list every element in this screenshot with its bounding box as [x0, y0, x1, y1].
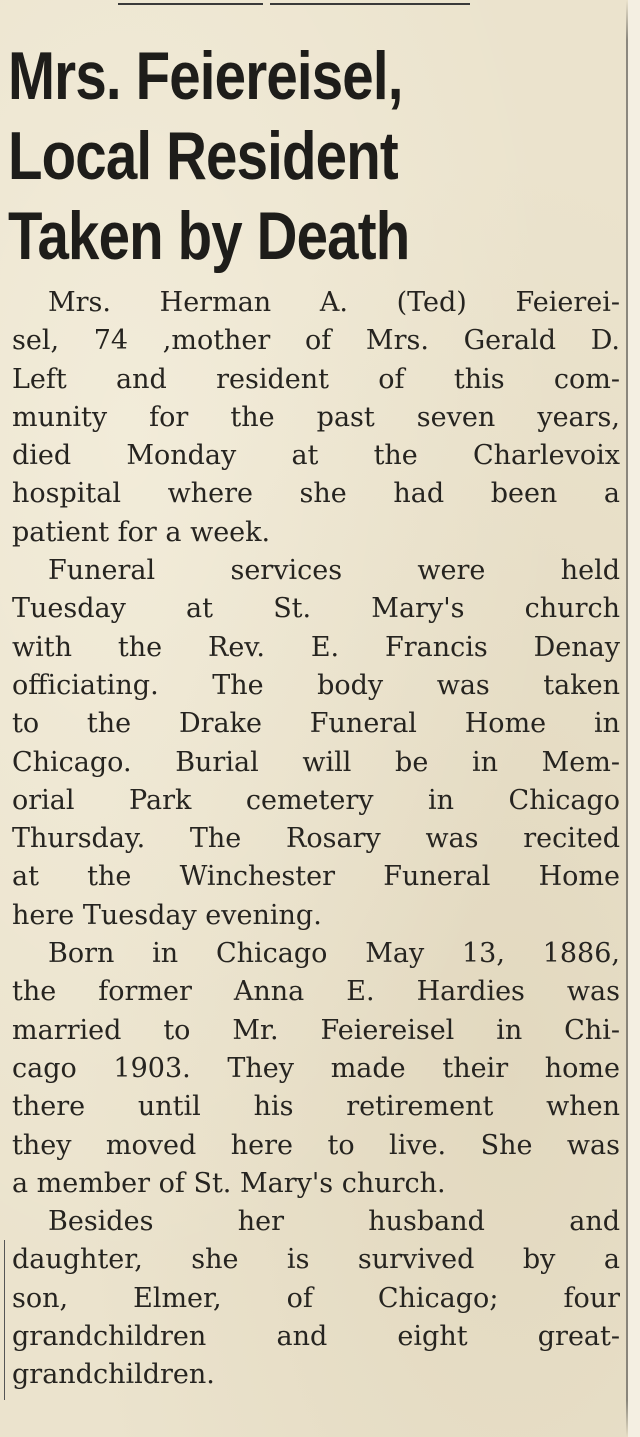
body-line: patient for a week. — [12, 516, 271, 548]
article-headline — [8, 36, 506, 276]
body-line: daughter, she is survived by a — [12, 1244, 620, 1276]
body-line: at the Winchester Funeral Home — [12, 861, 620, 893]
body-line: a member of St. Mary's church. — [12, 1167, 446, 1199]
body-line: to the Drake Funeral Home in — [12, 708, 620, 740]
left-column-rule — [4, 1240, 5, 1400]
body-line: Funeral services were held — [48, 555, 620, 587]
clipping-edge — [628, 0, 640, 1437]
body-line: the former Anna E. Hardies was — [12, 976, 620, 1008]
article-body — [12, 284, 620, 1395]
body-line: Chicago. Burial will be in Mem- — [12, 746, 620, 778]
body-line: cago 1903. They made their home — [12, 1052, 620, 1084]
body-line: there until his retirement when — [12, 1091, 620, 1123]
body-line: died Monday at the Charlevoix — [12, 440, 620, 472]
body-line: married to Mr. Feiereisel in Chi- — [12, 1014, 620, 1046]
body-line: hospital where she had been a — [12, 478, 620, 510]
headline-line: Mrs. Feiereisel, — [8, 38, 403, 114]
body-line: they moved here to live. She was — [12, 1129, 620, 1161]
body-line: Mrs. Herman A. (Ted) Feierei- — [48, 287, 620, 318]
top-rule-right — [270, 3, 470, 5]
body-line: with the Rev. E. Francis Denay — [12, 631, 620, 663]
body-line: son, Elmer, of Chicago; four — [12, 1282, 620, 1314]
body-line: munity for the past seven years, — [12, 401, 620, 433]
body-line: Left and resident of this com- — [12, 363, 620, 395]
headline-line: Local Resident — [8, 118, 398, 194]
body-line: officiating. The body was taken — [12, 669, 620, 701]
body-line: Tuesday at St. Mary's church — [12, 593, 620, 625]
body-line: Born in Chicago May 13, 1886, — [48, 938, 620, 970]
top-rule-left — [118, 3, 263, 5]
body-line: sel, 74 ,mother of Mrs. Gerald D. — [12, 325, 620, 357]
body-line: Besides her husband and — [48, 1206, 620, 1238]
body-line: orial Park cemetery in Chicago — [12, 784, 620, 816]
body-line: grandchildren. — [12, 1359, 215, 1391]
body-line: Thursday. The Rosary was recited — [12, 823, 620, 855]
body-line: grandchildren and eight great- — [12, 1321, 620, 1353]
body-line: here Tuesday evening. — [12, 899, 322, 931]
headline-line: Taken by Death — [8, 198, 410, 274]
